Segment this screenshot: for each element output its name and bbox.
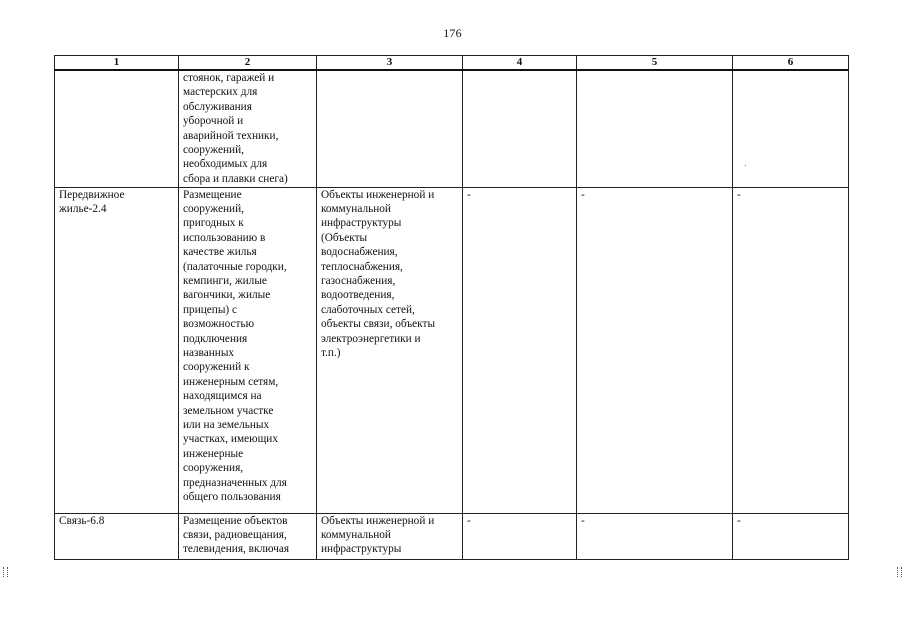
- cell-col-5: [577, 513, 733, 559]
- cell-text: Передвижное жилье-2.4: [59, 188, 125, 215]
- cell-text: Объекты инженерной и коммунальной инфраструктуры: [321, 514, 435, 556]
- cell-text: -: [737, 514, 741, 527]
- land-use-table: [54, 55, 849, 560]
- cell-col-6: [733, 513, 849, 559]
- table-header-row: [55, 56, 849, 71]
- cell-text: Размещение сооружений, пригодных к использованию в качестве жилья (палаточные городки, кемпинги, жилые вагончики, жилые прицепы) с возможностью подключения названных сооружений к инженерным сетям, находящимся на земельном участке или на земельных участках, имеющих инженерные сооружения, предназначенных для общего пользования: [183, 188, 287, 504]
- cell-col-5: [577, 187, 733, 513]
- cell-text: -: [467, 514, 471, 527]
- cell-text: -: [467, 188, 471, 201]
- cell-text: -: [581, 188, 585, 201]
- column-header-2: 2: [179, 56, 317, 71]
- cell-use-type: [55, 187, 179, 513]
- cell-text: Размещение объектов связи, радиовещания, телевидения, включая: [183, 514, 290, 556]
- cell-auxiliary-use: [317, 187, 463, 513]
- cell-col-4: [463, 70, 577, 187]
- cell-text: -: [581, 514, 585, 527]
- cell-text: -: [737, 188, 741, 201]
- table-row: [55, 513, 849, 559]
- cell-use-type: [55, 513, 179, 559]
- cell-text: Объекты инженерной и коммунальной инфраструктуры (Объекты водоснабжения, теплоснабжения, газоснабжения, водоотведения, слаботочных сетей, объекты связи, объекты электроэнергетики и т.п.): [321, 188, 436, 359]
- cell-col-6: [733, 187, 849, 513]
- cell-use-description: [179, 513, 317, 559]
- cell-col-4: [463, 513, 577, 559]
- cell-auxiliary-use: [317, 70, 463, 187]
- cell-col-6: [733, 70, 849, 187]
- right-binding-mark: [897, 567, 902, 577]
- column-header-6: 6: [733, 56, 849, 71]
- cell-col-5: [577, 70, 733, 187]
- column-header-3: 3: [317, 56, 463, 71]
- cell-auxiliary-use: [317, 513, 463, 559]
- cell-text: Связь-6.8: [59, 514, 105, 527]
- table-row: [55, 70, 849, 187]
- cell-use-type: [55, 70, 179, 187]
- page-number: 176: [443, 26, 462, 40]
- cell-use-description: [179, 70, 317, 187]
- cell-use-description: [179, 187, 317, 513]
- scan-speck: [745, 165, 746, 166]
- cell-col-4: [463, 187, 577, 513]
- column-header-5: 5: [577, 56, 733, 71]
- column-header-1: 1: [55, 56, 179, 71]
- cell-text: стоянок, гаражей и мастерских для обслуживания уборочной и аварийной техники, сооружений, необходимых для сбора и плавки снега): [183, 72, 288, 185]
- left-binding-mark: [3, 567, 8, 577]
- column-header-4: 4: [463, 56, 577, 71]
- table-row: [55, 187, 849, 513]
